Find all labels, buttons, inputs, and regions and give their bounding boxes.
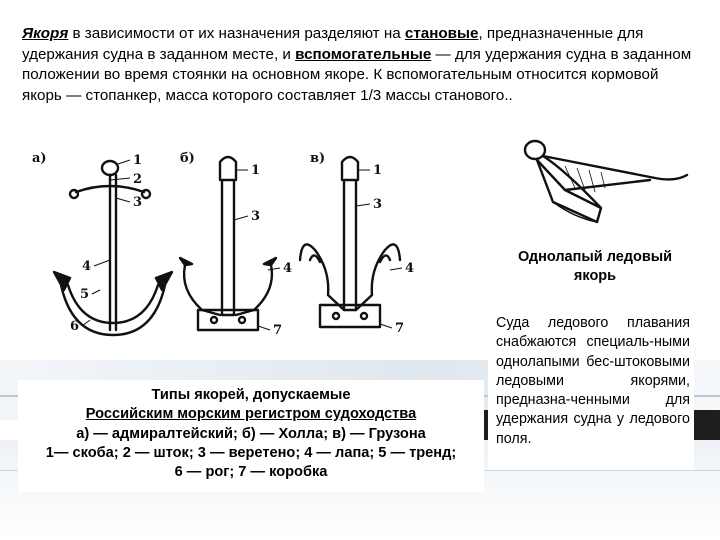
caption-parts-1: 1— скоба; 2 — шток; 3 — веретено; 4 — лапа; 5 — тренд; (45, 444, 457, 461)
panel-label-c: в) (310, 151, 326, 166)
intro-paragraph (22, 24, 702, 106)
part-number-b-7: 7 (273, 323, 283, 338)
gruson-anchor-drawing (300, 157, 400, 327)
part-number-a-1: 1 (133, 153, 143, 168)
part-number-a-3: 3 (133, 195, 143, 210)
intro-text-2: , предназначенные для удержания судна в заданном месте, и (22, 25, 644, 63)
figure-caption (18, 380, 484, 492)
caption-parts-2: 6 — рог; 7 — коробка (174, 464, 328, 481)
part-number-c-7: 7 (395, 321, 405, 336)
part-number-b-4: 4 (283, 261, 293, 276)
anchor-types-drawing (30, 140, 450, 380)
hall-anchor-drawing (180, 157, 276, 330)
caption-title-1: Типы якорей, допускаемые (151, 387, 351, 403)
panel-label-b: б) (180, 151, 195, 166)
caption-types: а) — адмиралтейский; б) — Холла; в) — Грузона (76, 425, 426, 442)
ice-anchor-drawing (505, 130, 705, 240)
ice-anchor-title: Однолапый ледовый якорь (517, 249, 673, 284)
part-number-c-4: 4 (405, 261, 415, 276)
caption-title-2: Российским морским регистром судоходства (85, 406, 417, 423)
part-number-b-3: 3 (251, 209, 261, 224)
part-number-c-1: 1 (373, 163, 383, 178)
anchor-types-figure (30, 140, 450, 380)
intro-text-1: в зависимости от их назначения разделяют на (68, 25, 405, 42)
ice-anchor-description: Суда ледового плавания снабжаются специаль-ными однолапыми бес-штоковыми ледовыми якорями, предназна-ченными для удержания судна у ледового поля. (488, 310, 694, 470)
part-number-c-3: 3 (373, 197, 383, 212)
part-number-a-2: 2 (133, 172, 143, 187)
term-anchors: Якоря (22, 25, 69, 42)
part-number-a-5: 5 (80, 287, 90, 302)
ice-anchor-figure (505, 130, 705, 240)
term-main-anchors: становые (404, 25, 479, 42)
part-number-a-4: 4 (82, 259, 92, 274)
part-number-b-1: 1 (251, 163, 261, 178)
part-number-a-6: 6 (70, 319, 80, 334)
panel-label-a: а) (32, 151, 47, 166)
intro-text-3: — для удержания судна в заданном положении во время стоянки на основном якоре. К вспомогательным относится кормовой якорь — стопанкер, масса которого составляет 1/3 массы станового.. (22, 45, 692, 104)
term-aux-anchors: вспомогательные (295, 45, 432, 63)
admiralty-anchor-drawing (54, 161, 172, 335)
